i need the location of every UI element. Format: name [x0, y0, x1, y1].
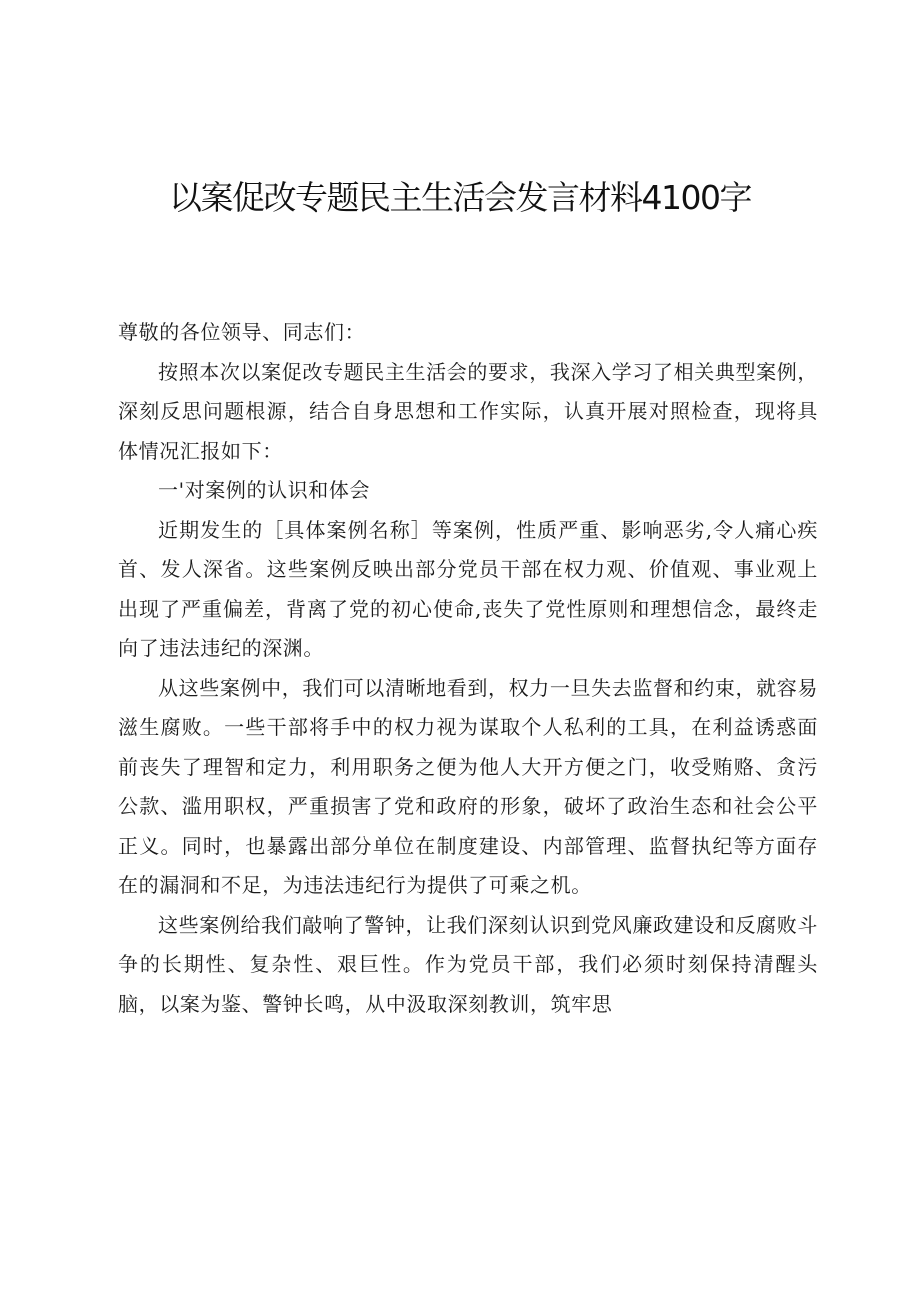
- paragraph: 这些案例给我们敲响了警钟，让我们深刻认识到党风廉政建设和反腐败斗争的长期性、复杂性、艰巨性。作为党员干部，我们必须时刻保持清醒头脑，以案为鉴、警钟长鸣，从中汲取深刻教训，筑牢思: [118, 912, 818, 1016]
- section-heading: 一'对案例的认识和体会: [158, 478, 371, 502]
- paragraph-intro: 按照本次以案促改专题民主生活会的要求，我深入学习了相关典型案例，深刻反思问题根源，结合自身思想和工作实际，认真开展对照检查，现将具体情况汇报如下：: [118, 359, 818, 463]
- document-body: [118, 313, 818, 1024]
- paragraph: 近期发生的［具体案例名称］等案例，性质严重、影响恶劣,令人痛心疾首、发人深省。这些案例反映出部分党员干部在权力观、价值观、事业观上出现了严重偏差，背离了党的初心使命,丧失了党性原则和理想信念，最终走向了违法违纪的深渊。: [118, 517, 818, 660]
- paragraph: 从这些案例中，我们可以清晰地看到，权力一旦失去监督和约束，就容易滋生腐败。一些干部将手中的权力视为谋取个人私利的工具，在利益诱惑面前丧失了理智和定力，利用职务之便为他人大开方便之门，收受贿赂、贪污公款、滥用职权，严重损害了党和政府的形象，破坏了政治生态和社会公平正义。同时，也暴露出部分单位在制度建设、内部管理、监督执纪等方面存在的漏洞和不足，为违法违纪行为提供了可乘之机。: [118, 675, 818, 897]
- salutation: 尊敬的各位领导、同志们：: [118, 320, 366, 344]
- document-title: 以案促改专题民主生活会发言材料4100字: [169, 178, 751, 217]
